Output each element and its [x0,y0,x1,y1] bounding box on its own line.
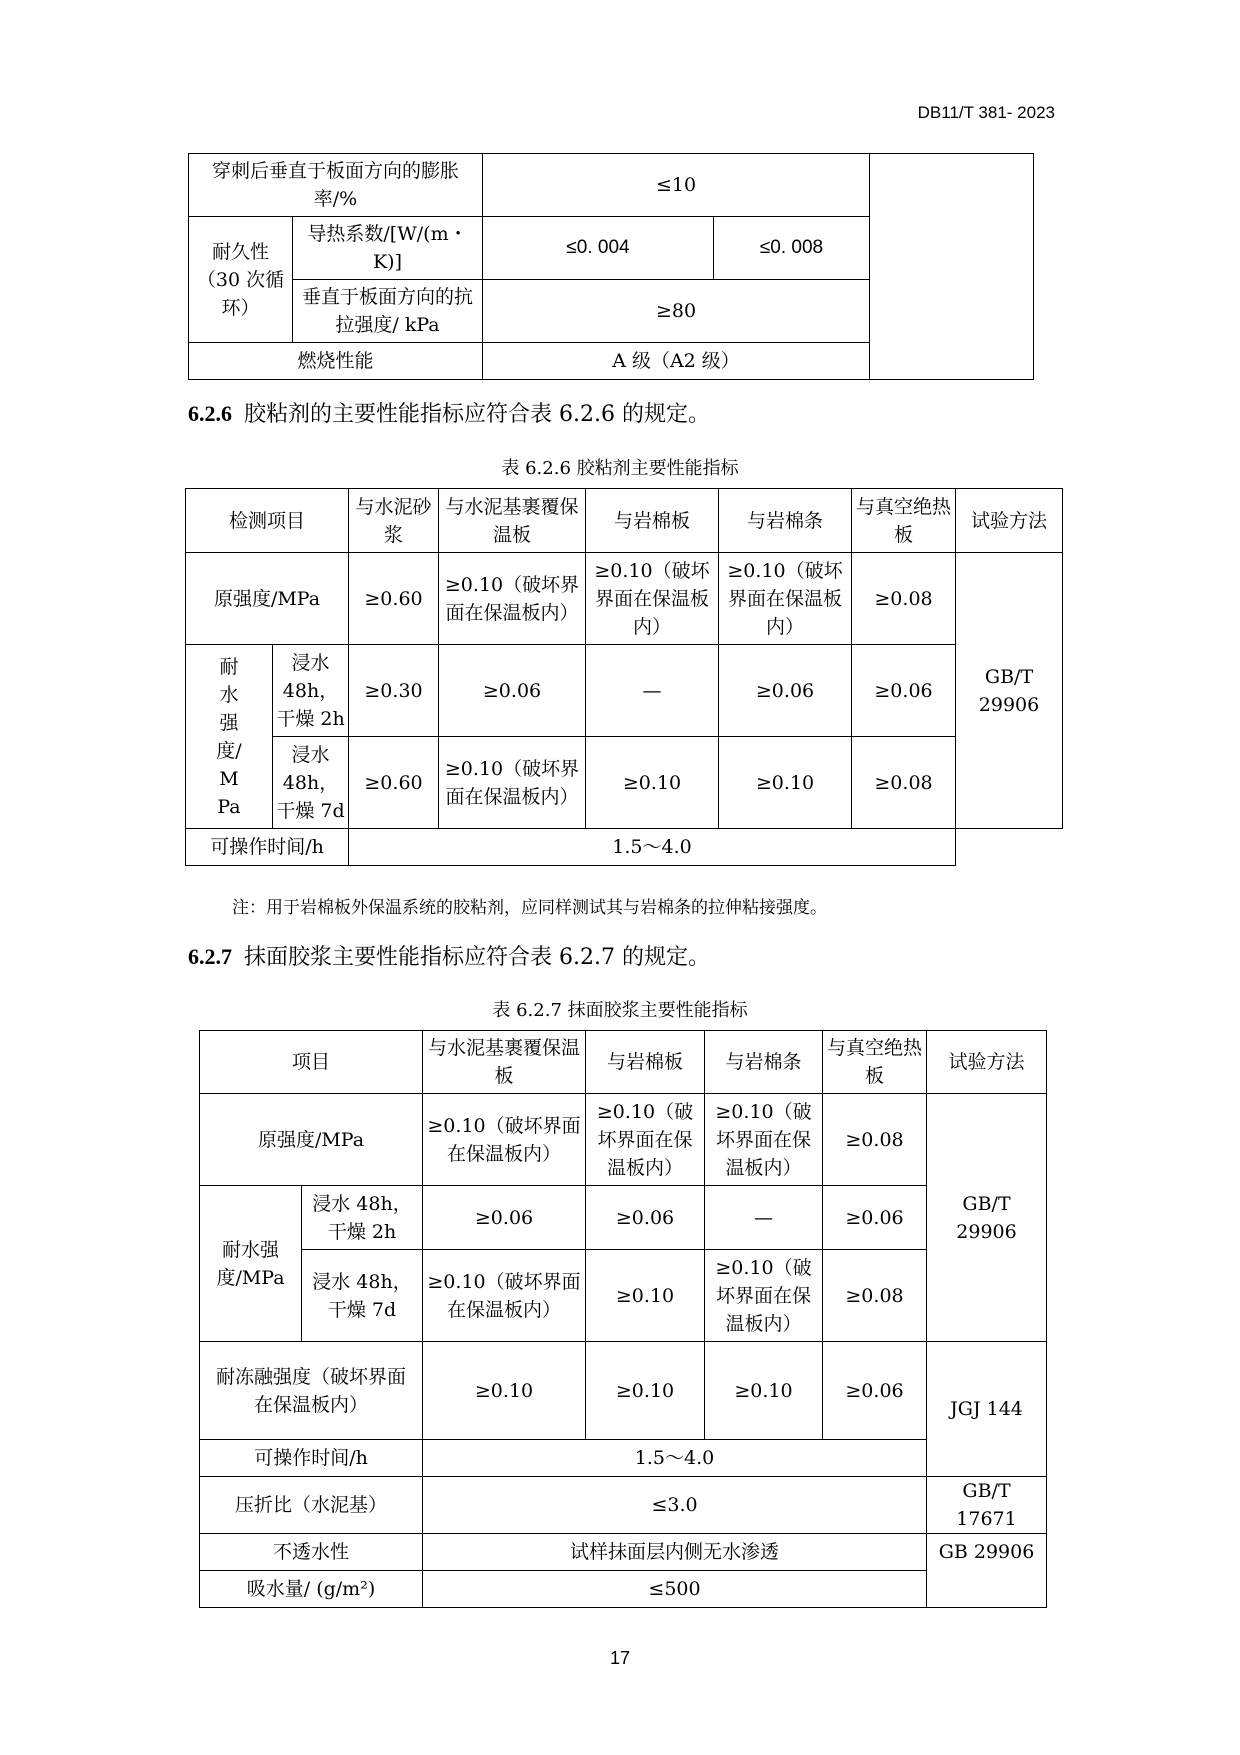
cell-value: ≥0.10 [705,1342,823,1440]
cell-value: ≤0. 004 [483,217,714,280]
clause-number: 6.2.6 [188,401,232,426]
method-cell: JGJ 144 [927,1342,1047,1477]
row-label: 吸水量/ (g/m²) [200,1571,423,1608]
header-cell: 与水泥砂浆 [349,489,439,553]
cell-value: ≤500 [423,1571,927,1608]
table-caption: 表 6.2.7 抹面胶浆主要性能指标 [492,1000,748,1021]
cell-value: ≥0.06 [586,1186,705,1250]
row-label: 可操作时间/h [200,1440,423,1477]
cell-value: ≥0.06 [423,1186,586,1250]
group-label: 耐水强度/MPa [200,1186,302,1342]
row-label: 压折比（水泥基） [200,1477,423,1534]
group-label: 耐久性（30 次循环） [189,217,293,343]
method-cell: GB 29906 [927,1534,1047,1608]
cell-value: ≥0.10（破坏界面在保温板内） [439,553,586,645]
header-cell: 与岩棉条 [719,489,852,553]
cell-value: ≥0.10（破坏界面在保温板内） [439,737,586,829]
header-cell: 项目 [200,1031,423,1094]
row-label: 导热系数/[W/(m・K)] [293,217,483,280]
method-cell: GB/T 17671 [927,1477,1047,1534]
table-caption: 表 6.2.6 胶粘剂主要性能指标 [501,458,739,479]
cell-value: ≥0.06 [823,1186,927,1250]
cell-value: ≥0.60 [349,553,439,645]
cell-value: ≥0.08 [823,1094,927,1186]
table-6-2-6 [185,488,1063,866]
row-label: 原强度/MPa [186,553,349,645]
cell-value: A 级（A2 级） [483,343,870,380]
cell-value: 1.5～4.0 [349,829,956,866]
standard-number: DB11/T 381- 2023 [917,103,1055,122]
header-cell: 试验方法 [956,489,1063,553]
header-cell: 检测项目 [186,489,349,553]
cell-value: ≥0.06 [823,1342,927,1440]
row-label: 浸水 48h，干燥 7d [302,1250,423,1342]
header-cell: 与水泥基裹覆保温板 [423,1031,586,1094]
method-cell: GB/T 29906 [927,1094,1047,1342]
cell-value: ≥0.10（破坏界面在保温板内） [719,553,852,645]
cell-value: ≥0.60 [349,737,439,829]
cell-value: ≥80 [483,280,870,343]
cell-value: ≥0.08 [823,1250,927,1342]
row-label: 不透水性 [200,1534,423,1571]
cell-value: ≤0. 008 [714,217,870,280]
cell-value: ≤10 [483,154,870,217]
row-label: 浸水 48h，干燥 2h [302,1186,423,1250]
cell-value: 1.5～4.0 [423,1440,927,1477]
header-cell: 与真空绝热板 [823,1031,927,1094]
group-label: 耐水强度/MPa [186,645,273,829]
clause-number: 6.2.7 [188,944,232,969]
method-cell: GB/T 29906 [956,553,1063,829]
row-label: 穿刺后垂直于板面方向的膨胀率/% [189,154,483,217]
cell-value: ≥0.10（破坏界面在保温板内） [423,1094,586,1186]
cell-value: ≥0.08 [852,553,956,645]
cell-value: ≥0.10 [719,737,852,829]
cell-value: — [705,1186,823,1250]
table-note: 注：用于岩棉板外保温系统的胶粘剂，应同样测试其与岩棉条的拉伸粘接强度。 [232,898,827,918]
row-label: 燃烧性能 [189,343,483,380]
row-label: 可操作时间/h [186,829,349,866]
cell-value: — [586,645,719,737]
header-cell: 与岩棉条 [705,1031,823,1094]
cell-value: 试样抹面层内侧无水渗透 [423,1534,927,1571]
cell-value: ≥0.06 [719,645,852,737]
row-label: 浸水48h，干燥 7d [273,737,349,829]
clause-6-2-7 [188,940,710,971]
row-label: 垂直于板面方向的抗拉强度/ kPa [293,280,483,343]
header-cell: 与岩棉板 [586,489,719,553]
cell-value: ≥0.10 [586,737,719,829]
page-number: 17 [609,1648,631,1668]
table-continued [188,153,1034,380]
header-cell: 试验方法 [927,1031,1047,1094]
table-6-2-7 [199,1030,1047,1608]
cell-value: ≥0.08 [852,737,956,829]
header-cell: 与真空绝热板 [852,489,956,553]
cell-value: ≥0.06 [439,645,586,737]
header-cell: 与岩棉板 [586,1031,705,1094]
cell-value: ≥0.10（破坏界面在保温板内） [705,1250,823,1342]
row-label: 原强度/MPa [200,1094,423,1186]
cell-value: ≥0.10（破坏界面在保温板内） [423,1250,586,1342]
cell-value: ≥0.10（破坏界面在保温板内） [586,1094,705,1186]
header-cell: 与水泥基裹覆保温板 [439,489,586,553]
clause-text: 胶粘剂的主要性能指标应符合表 6.2.6 的规定。 [244,402,710,427]
cell-value: ≥0.10（破坏界面在保温板内） [705,1094,823,1186]
blank-cell [870,154,1034,380]
clause-6-2-6 [188,397,710,428]
cell-value: ≥0.10 [586,1342,705,1440]
cell-value: ≥0.10（破坏界面在保温板内） [586,553,719,645]
cell-value: ≥0.06 [852,645,956,737]
cell-value: ≥0.30 [349,645,439,737]
blank-cell [956,829,1063,866]
row-label: 浸水48h，干燥 2h [273,645,349,737]
cell-value: ≥0.10 [423,1342,586,1440]
cell-value: ≤3.0 [423,1477,927,1534]
row-label: 耐冻融强度（破坏界面在保温板内） [200,1342,423,1440]
clause-text: 抹面胶浆主要性能指标应符合表 6.2.7 的规定。 [244,945,710,970]
cell-value: ≥0.10 [586,1250,705,1342]
